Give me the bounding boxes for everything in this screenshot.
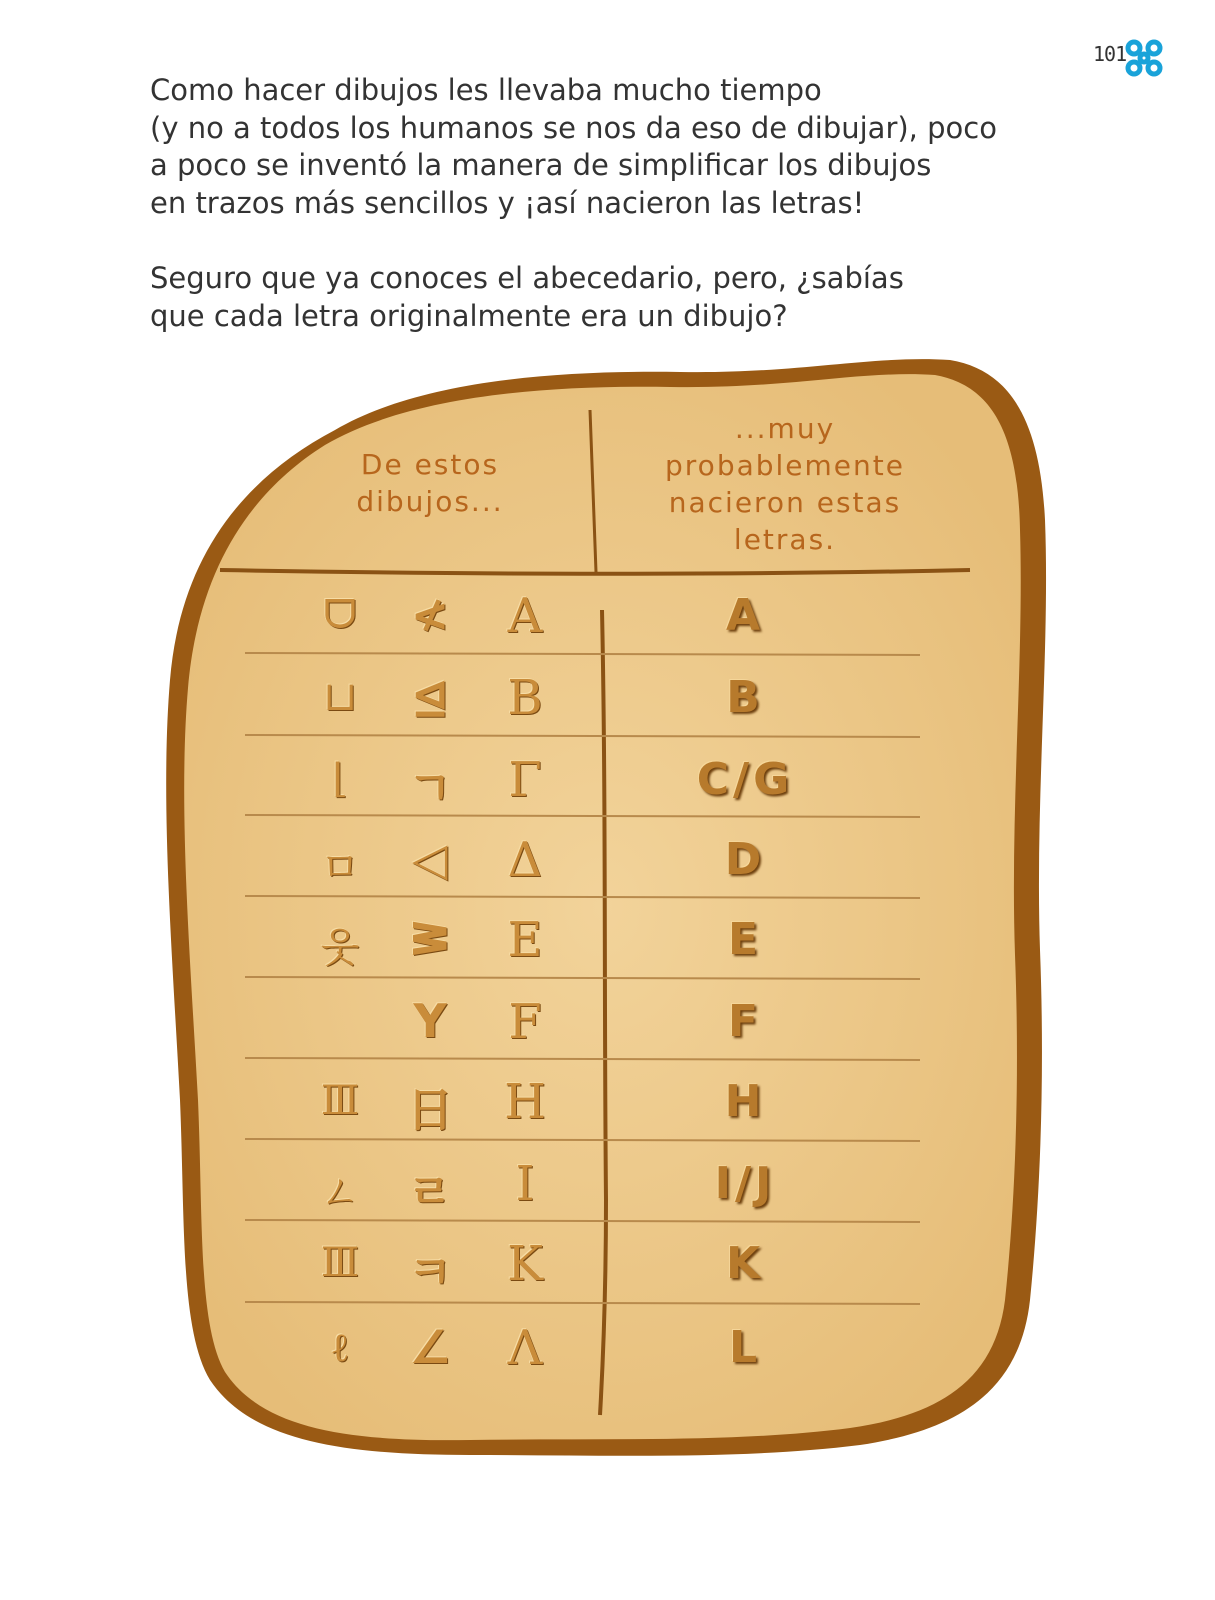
paragraph-line: que cada letra originalmente era un dibujo? xyxy=(150,298,788,333)
pictogram-symbol: ㄥ xyxy=(320,1169,360,1215)
latin-letter: E xyxy=(727,914,763,965)
greek-letter: E xyxy=(507,912,543,968)
greek-letter: Γ xyxy=(508,752,542,808)
latin-letter: A xyxy=(725,590,765,641)
page-number: 101 xyxy=(1093,42,1127,66)
paragraph-line: a poco se inventó la manera de simplificar los dibujos xyxy=(150,148,932,182)
early-symbol: ∠ xyxy=(409,1320,451,1374)
header-line: probablemente xyxy=(665,449,905,482)
pictogram-symbol: Ⅲ xyxy=(320,1078,360,1124)
latin-letter: I/J xyxy=(714,1158,776,1209)
early-symbol: 日 xyxy=(407,1083,453,1137)
latin-letter: B xyxy=(726,672,764,723)
early-symbol: ≮ xyxy=(410,588,450,642)
latin-letter: C/G xyxy=(696,754,794,805)
greek-letter: Λ xyxy=(507,1320,543,1376)
header-right xyxy=(645,410,925,558)
greek-letter: I xyxy=(515,1156,535,1212)
header-left xyxy=(300,446,560,520)
pictogram-symbol: ㅁ xyxy=(320,845,360,891)
greek-letter: K xyxy=(507,1236,543,1292)
latin-letter: D xyxy=(724,834,766,885)
header-line: letras. xyxy=(733,523,837,556)
paragraph-line: Seguro que ya conoces el abecedario, pero, ¿sabías xyxy=(150,261,904,295)
greek-letter: F xyxy=(508,994,542,1050)
early-symbol: ⊴ xyxy=(410,670,450,724)
early-symbol: Y xyxy=(413,994,447,1048)
greek-letter: H xyxy=(504,1074,546,1130)
early-symbol: ㅋ xyxy=(407,1245,453,1299)
latin-letter: H xyxy=(724,1076,766,1127)
early-symbol: ◁ xyxy=(412,832,448,886)
early-symbol: ᕒ xyxy=(409,912,451,966)
early-symbol: ㄹ xyxy=(407,1165,453,1219)
header-line: dibujos... xyxy=(356,485,504,518)
header-line: ...muy xyxy=(734,412,836,445)
latin-letter: L xyxy=(728,1322,762,1373)
pictogram-symbol: 웃 xyxy=(320,925,360,971)
header-line: nacieron estas xyxy=(668,486,902,519)
greek-letter: B xyxy=(507,670,543,726)
paragraph-line: Como hacer dibujos les llevaba mucho tiempo xyxy=(150,73,822,107)
pictogram-symbol: ℓ xyxy=(330,1325,350,1371)
paragraph-line: (y no a todos los humanos se nos da eso de dibujar), poco xyxy=(150,110,997,145)
paragraph-line: en trazos más sencillos y ¡así nacieron las letras! xyxy=(150,185,865,220)
header-line: De estos xyxy=(360,448,500,481)
pictogram-symbol: ᗜ xyxy=(323,592,357,638)
pictogram-symbol: ⌊ xyxy=(332,756,348,802)
pictogram-symbol: ⊔ xyxy=(323,674,357,720)
greek-letter: Δ xyxy=(507,832,543,888)
greek-letter: A xyxy=(507,588,543,644)
latin-letter: F xyxy=(727,996,763,1047)
latin-letter: K xyxy=(725,1238,765,1289)
pictogram-symbol: Ⅲ xyxy=(320,1240,360,1286)
early-symbol: ㄱ xyxy=(407,761,453,815)
